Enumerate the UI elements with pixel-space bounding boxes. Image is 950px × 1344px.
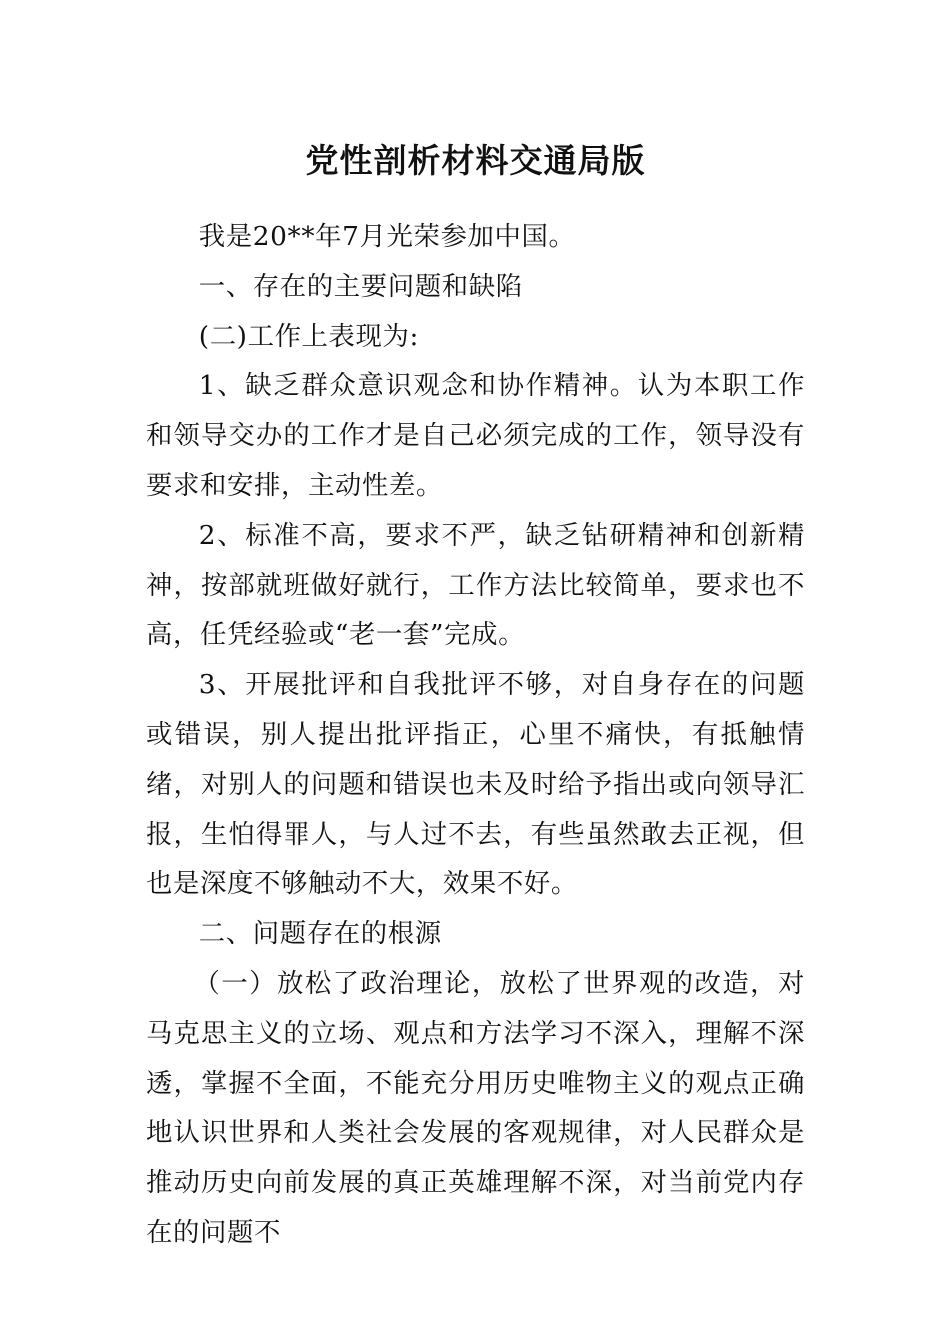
section-heading-root-causes: 二、问题存在的根源 [198,918,442,950]
paragraph-item-2: 2、标准不高，要求不严，缺乏钻研精神和创新精神，按部就班做好就行，工作方法比较简单，要求也不高，任凭经验或“老一套”完成。 [146,519,805,651]
paragraph-cause-1: （一）放松了政治理论，放松了世界观的改造，对马克思主义的立场、观点和方法学习不深入，理解不深透，掌握不全面，不能充分用历史唯物主义的观点正确地认识世界和人类社会发展的客观规律，对人民群众是推动历史向前发展的真正英雄理解不深，对当前党内存在的问题不 [146,967,805,1248]
paragraph-intro: 我是20**年7月光荣参加中国。 [198,221,576,252]
subsection-heading-work: (二)工作上表现为: [198,320,420,352]
section-heading-problems: 一、存在的主要问题和缺陷 [198,270,523,302]
paragraph-item-1: 1、缺乏群众意识观念和协作精神。认为本职工作和领导交办的工作才是自己必须完成的工作，领导没有要求和安排，主动性差。 [146,370,805,501]
paragraph-item-3: 3、开展批评和自我批评不够，对自身存在的问题或错误，别人提出批评指正，心里不痛快，有抵触情绪，对别人的问题和错误也未及时给予指出或向领导汇报，生怕得罪人，与人过不去，有些虽然敢去正视，但也是深度不够触动不大，效果不好。 [146,669,805,900]
document-title: 党性剖析材料交通局版 [305,141,646,180]
